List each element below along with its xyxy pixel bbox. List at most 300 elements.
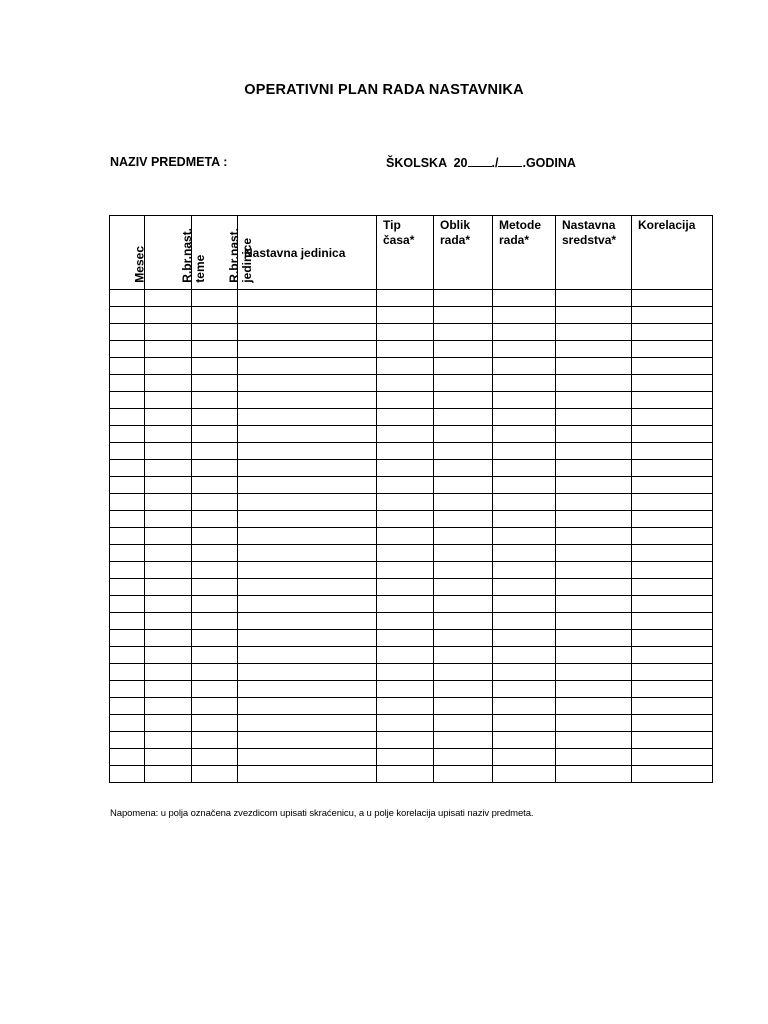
cell-rbr-jedinice[interactable] — [192, 409, 238, 426]
cell-nastavna-jedinica[interactable] — [238, 375, 377, 392]
cell-tip-casa[interactable] — [377, 392, 434, 409]
table-row — [110, 732, 713, 749]
table-row — [110, 596, 713, 613]
table-row — [110, 647, 713, 664]
cell-tip-casa[interactable] — [377, 749, 434, 766]
cell-korelacija[interactable] — [632, 443, 713, 460]
cell-rbr-teme[interactable] — [145, 307, 192, 324]
cell-korelacija[interactable] — [632, 409, 713, 426]
cell-rbr-jedinice[interactable] — [192, 358, 238, 375]
cell-metode-rada[interactable] — [493, 647, 556, 664]
header-rbr-teme: R.br.nast. teme — [145, 216, 192, 290]
cell-nastavna-jedinica[interactable] — [238, 715, 377, 732]
cell-oblik-rada[interactable] — [434, 375, 493, 392]
cell-nastavna-sredstva[interactable] — [556, 766, 632, 783]
cell-metode-rada[interactable] — [493, 749, 556, 766]
cell-korelacija[interactable] — [632, 681, 713, 698]
cell-tip-casa[interactable] — [377, 613, 434, 630]
cell-rbr-teme[interactable] — [145, 375, 192, 392]
cell-oblik-rada[interactable] — [434, 613, 493, 630]
cell-nastavna-jedinica[interactable] — [238, 358, 377, 375]
cell-tip-casa[interactable] — [377, 511, 434, 528]
table-row — [110, 698, 713, 715]
cell-rbr-jedinice[interactable] — [192, 511, 238, 528]
cell-rbr-jedinice[interactable] — [192, 613, 238, 630]
cell-metode-rada[interactable] — [493, 562, 556, 579]
cell-rbr-jedinice[interactable] — [192, 443, 238, 460]
cell-mesec[interactable] — [110, 307, 145, 324]
table-row — [110, 290, 713, 307]
cell-metode-rada[interactable] — [493, 579, 556, 596]
cell-nastavna-jedinica[interactable] — [238, 698, 377, 715]
cell-rbr-jedinice[interactable] — [192, 698, 238, 715]
cell-tip-casa[interactable] — [377, 681, 434, 698]
cell-mesec[interactable] — [110, 358, 145, 375]
cell-nastavna-sredstva[interactable] — [556, 341, 632, 358]
cell-rbr-teme[interactable] — [145, 681, 192, 698]
cell-nastavna-jedinica[interactable] — [238, 494, 377, 511]
cell-tip-casa[interactable] — [377, 630, 434, 647]
cell-mesec[interactable] — [110, 494, 145, 511]
cell-nastavna-jedinica[interactable] — [238, 409, 377, 426]
cell-korelacija[interactable] — [632, 460, 713, 477]
cell-oblik-rada[interactable] — [434, 426, 493, 443]
cell-nastavna-jedinica[interactable] — [238, 681, 377, 698]
cell-metode-rada[interactable] — [493, 341, 556, 358]
cell-korelacija[interactable] — [632, 545, 713, 562]
cell-korelacija[interactable] — [632, 562, 713, 579]
cell-nastavna-sredstva[interactable] — [556, 715, 632, 732]
cell-nastavna-jedinica[interactable] — [238, 443, 377, 460]
cell-metode-rada[interactable] — [493, 545, 556, 562]
cell-nastavna-sredstva[interactable] — [556, 324, 632, 341]
cell-mesec[interactable] — [110, 647, 145, 664]
cell-mesec[interactable] — [110, 409, 145, 426]
cell-rbr-jedinice[interactable] — [192, 392, 238, 409]
cell-oblik-rada[interactable] — [434, 460, 493, 477]
cell-nastavna-sredstva[interactable] — [556, 562, 632, 579]
cell-mesec[interactable] — [110, 511, 145, 528]
cell-tip-casa[interactable] — [377, 647, 434, 664]
cell-mesec[interactable] — [110, 749, 145, 766]
cell-oblik-rada[interactable] — [434, 562, 493, 579]
cell-metode-rada[interactable] — [493, 596, 556, 613]
cell-rbr-jedinice[interactable] — [192, 477, 238, 494]
header-korelacija: Korelacija — [632, 216, 713, 290]
cell-mesec[interactable] — [110, 562, 145, 579]
cell-mesec[interactable] — [110, 528, 145, 545]
cell-rbr-teme[interactable] — [145, 562, 192, 579]
header-tip-casa: Tip časa* — [377, 216, 434, 290]
cell-tip-casa[interactable] — [377, 766, 434, 783]
cell-mesec[interactable] — [110, 681, 145, 698]
cell-oblik-rada[interactable] — [434, 409, 493, 426]
cell-mesec[interactable] — [110, 630, 145, 647]
cell-mesec[interactable] — [110, 698, 145, 715]
cell-metode-rada[interactable] — [493, 528, 556, 545]
cell-nastavna-jedinica[interactable] — [238, 579, 377, 596]
cell-rbr-teme[interactable] — [145, 613, 192, 630]
cell-tip-casa[interactable] — [377, 290, 434, 307]
cell-tip-casa[interactable] — [377, 664, 434, 681]
cell-rbr-jedinice[interactable] — [192, 749, 238, 766]
school-year-suffix: .GODINA — [522, 156, 576, 170]
cell-rbr-teme[interactable] — [145, 392, 192, 409]
cell-nastavna-sredstva[interactable] — [556, 681, 632, 698]
cell-oblik-rada[interactable] — [434, 494, 493, 511]
cell-metode-rada[interactable] — [493, 477, 556, 494]
cell-metode-rada[interactable] — [493, 613, 556, 630]
cell-nastavna-jedinica[interactable] — [238, 307, 377, 324]
table-row — [110, 460, 713, 477]
cell-metode-rada[interactable] — [493, 766, 556, 783]
table-row — [110, 494, 713, 511]
cell-nastavna-sredstva[interactable] — [556, 511, 632, 528]
cell-nastavna-sredstva[interactable] — [556, 545, 632, 562]
cell-mesec[interactable] — [110, 732, 145, 749]
cell-oblik-rada[interactable] — [434, 647, 493, 664]
year-blank-2[interactable] — [498, 155, 522, 167]
cell-metode-rada[interactable] — [493, 681, 556, 698]
cell-oblik-rada[interactable] — [434, 511, 493, 528]
cell-mesec[interactable] — [110, 613, 145, 630]
table-body — [110, 290, 713, 783]
cell-korelacija[interactable] — [632, 290, 713, 307]
cell-rbr-jedinice[interactable] — [192, 460, 238, 477]
cell-oblik-rada[interactable] — [434, 698, 493, 715]
cell-rbr-teme[interactable] — [145, 664, 192, 681]
cell-oblik-rada[interactable] — [434, 715, 493, 732]
cell-tip-casa[interactable] — [377, 698, 434, 715]
cell-rbr-jedinice[interactable] — [192, 426, 238, 443]
cell-mesec[interactable] — [110, 477, 145, 494]
cell-nastavna-sredstva[interactable] — [556, 664, 632, 681]
school-year-field — [386, 155, 576, 170]
cell-nastavna-jedinica[interactable] — [238, 460, 377, 477]
cell-rbr-teme[interactable] — [145, 341, 192, 358]
cell-rbr-jedinice[interactable] — [192, 766, 238, 783]
cell-rbr-jedinice[interactable] — [192, 732, 238, 749]
cell-tip-casa[interactable] — [377, 732, 434, 749]
cell-tip-casa[interactable] — [377, 494, 434, 511]
cell-nastavna-jedinica[interactable] — [238, 528, 377, 545]
cell-nastavna-sredstva[interactable] — [556, 732, 632, 749]
cell-oblik-rada[interactable] — [434, 545, 493, 562]
cell-metode-rada[interactable] — [493, 460, 556, 477]
cell-rbr-teme[interactable] — [145, 528, 192, 545]
table-row — [110, 358, 713, 375]
table-row — [110, 766, 713, 783]
cell-korelacija[interactable] — [632, 358, 713, 375]
cell-oblik-rada[interactable] — [434, 749, 493, 766]
cell-tip-casa[interactable] — [377, 596, 434, 613]
cell-nastavna-sredstva[interactable] — [556, 630, 632, 647]
cell-rbr-teme[interactable] — [145, 426, 192, 443]
cell-korelacija[interactable] — [632, 596, 713, 613]
cell-tip-casa[interactable] — [377, 324, 434, 341]
cell-korelacija[interactable] — [632, 494, 713, 511]
cell-oblik-rada[interactable] — [434, 358, 493, 375]
cell-nastavna-jedinica[interactable] — [238, 732, 377, 749]
cell-nastavna-sredstva[interactable] — [556, 579, 632, 596]
header-nastavna-sredstva: Nastavna sredstva* — [556, 216, 632, 290]
plan-table — [109, 215, 713, 783]
cell-rbr-teme[interactable] — [145, 749, 192, 766]
cell-rbr-teme[interactable] — [145, 443, 192, 460]
cell-nastavna-jedinica[interactable] — [238, 290, 377, 307]
table-row — [110, 715, 713, 732]
footnote: Napomena: u polja označena zvezdicom upisati skraćenicu, a u polje korelacija upisati naziv predmeta. — [110, 808, 534, 819]
cell-nastavna-sredstva[interactable] — [556, 698, 632, 715]
cell-korelacija[interactable] — [632, 375, 713, 392]
cell-rbr-jedinice[interactable] — [192, 596, 238, 613]
table-header-row — [110, 216, 713, 290]
cell-rbr-teme[interactable] — [145, 579, 192, 596]
cell-nastavna-sredstva[interactable] — [556, 494, 632, 511]
cell-korelacija[interactable] — [632, 613, 713, 630]
header-mesec: Mesec — [110, 216, 145, 290]
cell-rbr-jedinice[interactable] — [192, 715, 238, 732]
table-row — [110, 579, 713, 596]
cell-metode-rada[interactable] — [493, 732, 556, 749]
cell-metode-rada[interactable] — [493, 375, 556, 392]
cell-nastavna-jedinica[interactable] — [238, 630, 377, 647]
cell-metode-rada[interactable] — [493, 511, 556, 528]
cell-tip-casa[interactable] — [377, 477, 434, 494]
cell-oblik-rada[interactable] — [434, 443, 493, 460]
cell-nastavna-sredstva[interactable] — [556, 307, 632, 324]
cell-oblik-rada[interactable] — [434, 596, 493, 613]
cell-tip-casa[interactable] — [377, 715, 434, 732]
cell-metode-rada[interactable] — [493, 664, 556, 681]
cell-oblik-rada[interactable] — [434, 579, 493, 596]
table-row — [110, 528, 713, 545]
cell-tip-casa[interactable] — [377, 545, 434, 562]
cell-tip-casa[interactable] — [377, 460, 434, 477]
cell-nastavna-jedinica[interactable] — [238, 511, 377, 528]
year-blank-1[interactable] — [468, 155, 492, 167]
cell-korelacija[interactable] — [632, 749, 713, 766]
cell-rbr-jedinice[interactable] — [192, 528, 238, 545]
cell-nastavna-jedinica[interactable] — [238, 613, 377, 630]
cell-oblik-rada[interactable] — [434, 732, 493, 749]
cell-korelacija[interactable] — [632, 698, 713, 715]
table-row — [110, 630, 713, 647]
cell-rbr-jedinice[interactable] — [192, 341, 238, 358]
cell-oblik-rada[interactable] — [434, 290, 493, 307]
cell-oblik-rada[interactable] — [434, 324, 493, 341]
cell-oblik-rada[interactable] — [434, 630, 493, 647]
cell-nastavna-jedinica[interactable] — [238, 545, 377, 562]
cell-korelacija[interactable] — [632, 528, 713, 545]
cell-nastavna-jedinica[interactable] — [238, 426, 377, 443]
cell-mesec[interactable] — [110, 715, 145, 732]
cell-rbr-teme[interactable] — [145, 732, 192, 749]
cell-oblik-rada[interactable] — [434, 528, 493, 545]
cell-nastavna-jedinica[interactable] — [238, 341, 377, 358]
table-row — [110, 443, 713, 460]
cell-rbr-jedinice[interactable] — [192, 664, 238, 681]
cell-nastavna-sredstva[interactable] — [556, 358, 632, 375]
cell-mesec[interactable] — [110, 426, 145, 443]
cell-korelacija[interactable] — [632, 630, 713, 647]
cell-rbr-teme[interactable] — [145, 290, 192, 307]
cell-mesec[interactable] — [110, 324, 145, 341]
header-rbr-jedinice: R.br.nast. jedinice — [192, 216, 238, 290]
table-row — [110, 307, 713, 324]
cell-rbr-jedinice[interactable] — [192, 647, 238, 664]
cell-korelacija[interactable] — [632, 511, 713, 528]
cell-metode-rada[interactable] — [493, 443, 556, 460]
cell-korelacija[interactable] — [632, 579, 713, 596]
cell-nastavna-sredstva[interactable] — [556, 392, 632, 409]
cell-rbr-teme[interactable] — [145, 698, 192, 715]
cell-tip-casa[interactable] — [377, 307, 434, 324]
cell-korelacija[interactable] — [632, 307, 713, 324]
cell-metode-rada[interactable] — [493, 324, 556, 341]
cell-tip-casa[interactable] — [377, 341, 434, 358]
cell-nastavna-jedinica[interactable] — [238, 664, 377, 681]
cell-rbr-teme[interactable] — [145, 358, 192, 375]
cell-nastavna-sredstva[interactable] — [556, 477, 632, 494]
cell-rbr-jedinice[interactable] — [192, 307, 238, 324]
cell-mesec[interactable] — [110, 392, 145, 409]
cell-tip-casa[interactable] — [377, 358, 434, 375]
cell-rbr-jedinice[interactable] — [192, 290, 238, 307]
cell-nastavna-sredstva[interactable] — [556, 613, 632, 630]
cell-mesec[interactable] — [110, 579, 145, 596]
cell-rbr-teme[interactable] — [145, 460, 192, 477]
cell-tip-casa[interactable] — [377, 426, 434, 443]
cell-tip-casa[interactable] — [377, 562, 434, 579]
cell-oblik-rada[interactable] — [434, 766, 493, 783]
cell-mesec[interactable] — [110, 545, 145, 562]
cell-korelacija[interactable] — [632, 324, 713, 341]
cell-nastavna-jedinica[interactable] — [238, 477, 377, 494]
cell-rbr-jedinice[interactable] — [192, 375, 238, 392]
cell-oblik-rada[interactable] — [434, 477, 493, 494]
cell-oblik-rada[interactable] — [434, 681, 493, 698]
cell-rbr-teme[interactable] — [145, 477, 192, 494]
cell-rbr-jedinice[interactable] — [192, 562, 238, 579]
cell-nastavna-sredstva[interactable] — [556, 460, 632, 477]
cell-korelacija[interactable] — [632, 647, 713, 664]
cell-rbr-teme[interactable] — [145, 324, 192, 341]
cell-nastavna-sredstva[interactable] — [556, 409, 632, 426]
cell-nastavna-sredstva[interactable] — [556, 375, 632, 392]
cell-nastavna-jedinica[interactable] — [238, 766, 377, 783]
table-row — [110, 324, 713, 341]
cell-rbr-teme[interactable] — [145, 596, 192, 613]
cell-mesec[interactable] — [110, 341, 145, 358]
cell-nastavna-jedinica[interactable] — [238, 324, 377, 341]
cell-nastavna-sredstva[interactable] — [556, 749, 632, 766]
cell-metode-rada[interactable] — [493, 698, 556, 715]
cell-tip-casa[interactable] — [377, 443, 434, 460]
cell-metode-rada[interactable] — [493, 307, 556, 324]
cell-korelacija[interactable] — [632, 715, 713, 732]
cell-metode-rada[interactable] — [493, 358, 556, 375]
cell-korelacija[interactable] — [632, 477, 713, 494]
cell-metode-rada[interactable] — [493, 290, 556, 307]
cell-oblik-rada[interactable] — [434, 307, 493, 324]
cell-nastavna-sredstva[interactable] — [556, 290, 632, 307]
cell-tip-casa[interactable] — [377, 528, 434, 545]
cell-mesec[interactable] — [110, 443, 145, 460]
cell-mesec[interactable] — [110, 290, 145, 307]
cell-rbr-jedinice[interactable] — [192, 494, 238, 511]
cell-rbr-jedinice[interactable] — [192, 545, 238, 562]
cell-rbr-teme[interactable] — [145, 715, 192, 732]
cell-mesec[interactable] — [110, 596, 145, 613]
cell-metode-rada[interactable] — [493, 630, 556, 647]
cell-mesec[interactable] — [110, 664, 145, 681]
table-row — [110, 477, 713, 494]
cell-mesec[interactable] — [110, 766, 145, 783]
cell-rbr-teme[interactable] — [145, 409, 192, 426]
table-row — [110, 545, 713, 562]
school-year-prefix: ŠKOLSKA 20 — [386, 156, 468, 170]
cell-nastavna-sredstva[interactable] — [556, 426, 632, 443]
cell-oblik-rada[interactable] — [434, 392, 493, 409]
table-row — [110, 681, 713, 698]
cell-nastavna-jedinica[interactable] — [238, 749, 377, 766]
cell-nastavna-sredstva[interactable] — [556, 647, 632, 664]
cell-metode-rada[interactable] — [493, 409, 556, 426]
cell-rbr-jedinice[interactable] — [192, 630, 238, 647]
cell-oblik-rada[interactable] — [434, 664, 493, 681]
cell-nastavna-jedinica[interactable] — [238, 596, 377, 613]
cell-nastavna-jedinica[interactable] — [238, 647, 377, 664]
cell-oblik-rada[interactable] — [434, 341, 493, 358]
cell-mesec[interactable] — [110, 460, 145, 477]
cell-rbr-teme[interactable] — [145, 630, 192, 647]
cell-nastavna-sredstva[interactable] — [556, 528, 632, 545]
cell-rbr-jedinice[interactable] — [192, 324, 238, 341]
cell-korelacija[interactable] — [632, 426, 713, 443]
cell-metode-rada[interactable] — [493, 494, 556, 511]
cell-rbr-teme[interactable] — [145, 494, 192, 511]
cell-korelacija[interactable] — [632, 766, 713, 783]
cell-rbr-teme[interactable] — [145, 647, 192, 664]
cell-tip-casa[interactable] — [377, 579, 434, 596]
header-oblik-rada: Oblik rada* — [434, 216, 493, 290]
cell-nastavna-sredstva[interactable] — [556, 596, 632, 613]
cell-rbr-teme[interactable] — [145, 766, 192, 783]
cell-nastavna-jedinica[interactable] — [238, 392, 377, 409]
cell-nastavna-jedinica[interactable] — [238, 562, 377, 579]
subject-label: NAZIV PREDMETA : — [110, 155, 228, 169]
cell-rbr-jedinice[interactable] — [192, 579, 238, 596]
cell-rbr-jedinice[interactable] — [192, 681, 238, 698]
cell-korelacija[interactable] — [632, 664, 713, 681]
cell-rbr-teme[interactable] — [145, 545, 192, 562]
cell-metode-rada[interactable] — [493, 715, 556, 732]
table-row — [110, 613, 713, 630]
cell-metode-rada[interactable] — [493, 392, 556, 409]
cell-tip-casa[interactable] — [377, 409, 434, 426]
cell-korelacija[interactable] — [632, 392, 713, 409]
cell-korelacija[interactable] — [632, 341, 713, 358]
header-metode-rada: Metode rada* — [493, 216, 556, 290]
cell-metode-rada[interactable] — [493, 426, 556, 443]
cell-korelacija[interactable] — [632, 732, 713, 749]
cell-mesec[interactable] — [110, 375, 145, 392]
table-row — [110, 511, 713, 528]
cell-rbr-teme[interactable] — [145, 511, 192, 528]
cell-tip-casa[interactable] — [377, 375, 434, 392]
cell-nastavna-sredstva[interactable] — [556, 443, 632, 460]
